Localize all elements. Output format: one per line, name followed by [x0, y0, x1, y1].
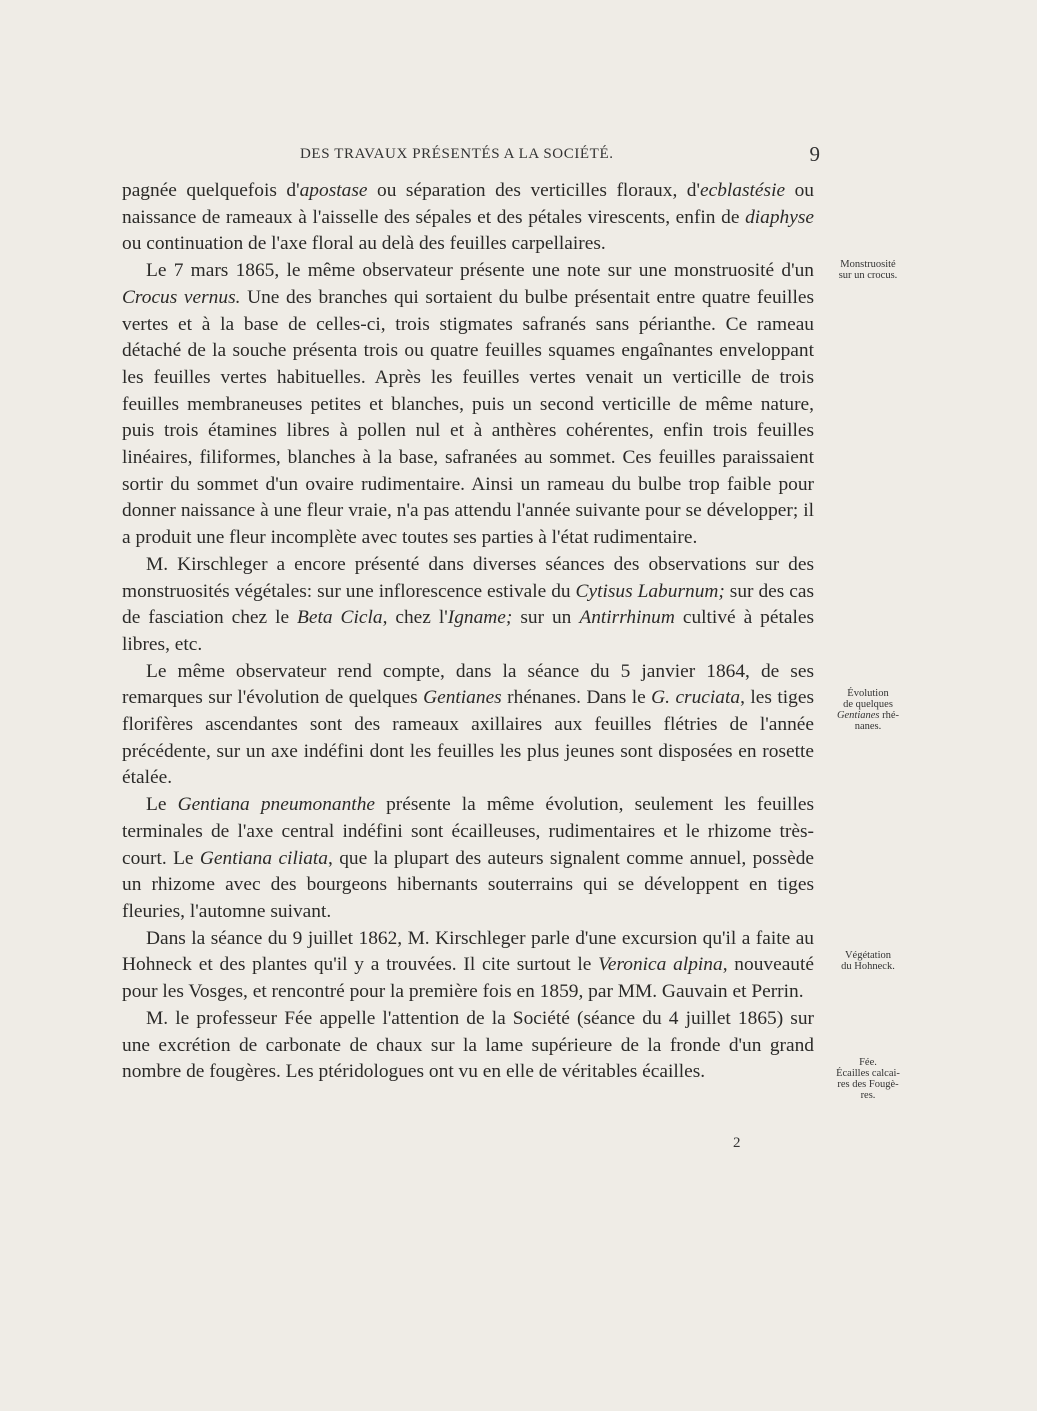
text-run: Le même observateur rend compte, dans la séance du 5 janvier 1864, de ses remarques sur l'évolution de quelques: [122, 660, 814, 709]
text-run: res des Fougè-: [837, 1079, 899, 1090]
margin-note-line: [826, 259, 910, 270]
text-run: cultivé à pétales libres, etc.: [122, 607, 814, 655]
text-run: Fée.: [859, 1057, 877, 1068]
text-run: M. le professeur Fée appelle l'attention de la Société (séance du 4 juillet 1865) sur une excrétion de carbonate de chaux sur la lame supérieure de la fronde d'un grand nombre de fougères. Les ptéridologues ont vu en elle de véritables écailles.: [122, 1007, 814, 1083]
running-header: [300, 142, 820, 166]
margin-note: [826, 259, 910, 281]
signature-mark: 2: [733, 1135, 741, 1151]
text-run: Monstruosité: [840, 259, 896, 270]
italic-run: Cytisus Laburnum;: [575, 580, 725, 602]
text-run: de quelques: [843, 699, 893, 710]
text-run: ou continuation de l'axe floral au delà des feuilles carpellaires.: [122, 233, 606, 255]
margin-note: [826, 1057, 910, 1101]
text-run: rhé-: [879, 710, 900, 721]
italic-run: Beta Cicla: [297, 607, 383, 629]
text-run: sur des cas de fasciation chez le: [122, 580, 814, 629]
italic-run: Crocus vernus.: [122, 286, 241, 308]
margin-note-line: [826, 710, 910, 721]
italic-run: Gentiana pneumonanthe: [177, 794, 375, 816]
italic-run: Igname;: [447, 607, 513, 629]
margin-note-line: [826, 1057, 910, 1068]
italic-run: diaphyse: [745, 206, 814, 228]
text-run: , nouveauté pour les Vosges, et rencontré pour la première fois en 1859, par MM. Gauvain et Perrin.: [122, 954, 814, 1003]
body-text: [122, 178, 814, 1086]
running-title: DES TRAVAUX PRÉSENTÉS A LA SOCIÉTÉ.: [300, 146, 614, 162]
paragraph: [122, 258, 814, 552]
italic-run: G. cruciata: [651, 687, 741, 709]
paragraph: [122, 792, 814, 926]
italic-run: Gentianes: [836, 710, 880, 721]
text-run: présente la même évolution, seulement les feuilles terminales de l'axe central indéfini sont écailleuses, rudimentaires et le rhizome très-court. Le: [122, 794, 814, 869]
text-run: Dans la séance du 9 juillet 1862, M. Kirschleger parle d'une excursion qu'il a faite au Hohneck et des plantes qu'il y a trouvées. Il cite surtout le: [122, 927, 814, 976]
margin-note-line: [826, 950, 910, 961]
text-run: Le: [146, 794, 178, 816]
text-run: Une des branches qui sortaient du bulbe présentait entre quatre feuilles vertes et à la base de celles-ci, trois stigmates safranés sans périanthe. Ce rameau détaché de la souche présenta trois ou quatre feuilles squames engaînantes enveloppant les feuilles vertes habituelles. Après les feuilles vertes venait un verticille de trois feuilles membraneuses petites et blanches, puis un second verticille de même nature, puis trois étamines libres à pollen nul et à anthères cohérentes, enfin trois feuilles linéaires, filiformes, blanches à la base, safranées au sommet. Ces feuilles paraissaient sortir du sommet d'un ovaire rudimentaire. Ainsi un rameau du bulbe trop faible pour donner naissance à une fleur vraie, n'a pas attendu l'année suivante pour se développer; il a produit une fleur incomplète avec toutes ses parties à l'état rudimentaire.: [122, 286, 814, 549]
text-run: nanes.: [854, 721, 882, 732]
paragraph: [122, 552, 814, 659]
text-run: Le 7 mars 1865, le même observateur présente une note sur une monstruosité d'un: [146, 260, 814, 282]
text-run: sur un: [512, 607, 580, 629]
italic-run: Gentianes: [423, 687, 502, 709]
margin-note-line: [826, 961, 910, 972]
margin-note-line: [826, 688, 910, 699]
margin-note-line: [826, 1090, 910, 1101]
text-run: Écailles calcai-: [836, 1068, 900, 1079]
margin-note-line: [826, 699, 910, 710]
text-run: Végétation: [844, 950, 892, 961]
italic-run: Antirrhinum: [579, 607, 675, 629]
margin-note-line: [826, 1068, 910, 1079]
text-run: rhénanes. Dans le: [501, 687, 652, 709]
margin-note: [826, 950, 910, 972]
margin-note-line: [826, 1079, 910, 1090]
text-run: , chez l': [382, 607, 448, 629]
text-run: , que la plupart des auteurs signalent comme annuel, possède un rhizome avec des bourgeons hibernants souterrains qui se développent en tiges fleuries, l'automne suivant.: [122, 847, 814, 922]
italic-run: apostase: [299, 180, 368, 201]
italic-run: ecblastésie: [700, 180, 786, 201]
text-run: , les tiges florifères ascendantes sont des rameaux axillaires aux feuilles flétries de l'année précédente, sur un axe indéfini dont les feuilles les plus jeunes sont disposées en rosette étalée.: [122, 687, 814, 789]
text-run: ou séparation des verticilles floraux, d': [367, 180, 700, 201]
page-number: 9: [809, 142, 820, 166]
text-run: Évolution: [847, 688, 889, 699]
paragraph: [122, 1006, 814, 1086]
text-run: du Hohneck.: [841, 961, 895, 972]
text-run: res.: [860, 1090, 876, 1101]
text-run: ou naissance de rameaux à l'aisselle des sépales et des pétales virescents, enfin de: [122, 180, 814, 228]
paragraph: [122, 926, 814, 1006]
margin-note-line: [826, 270, 910, 281]
italic-run: Gentiana ciliata: [199, 847, 328, 869]
margin-note: [826, 688, 910, 732]
paragraph: [122, 659, 814, 793]
margin-note-line: [826, 721, 910, 732]
italic-run: Veronica alpina: [598, 954, 723, 976]
text-run: sur un crocus.: [838, 270, 898, 281]
text-run: pagnée quelquefois d': [122, 180, 300, 201]
paragraph: [122, 178, 814, 258]
text-run: M. Kirschleger a encore présenté dans diverses séances des observations sur des monstruosités végétales: sur une inflorescence estivale du: [122, 553, 814, 602]
